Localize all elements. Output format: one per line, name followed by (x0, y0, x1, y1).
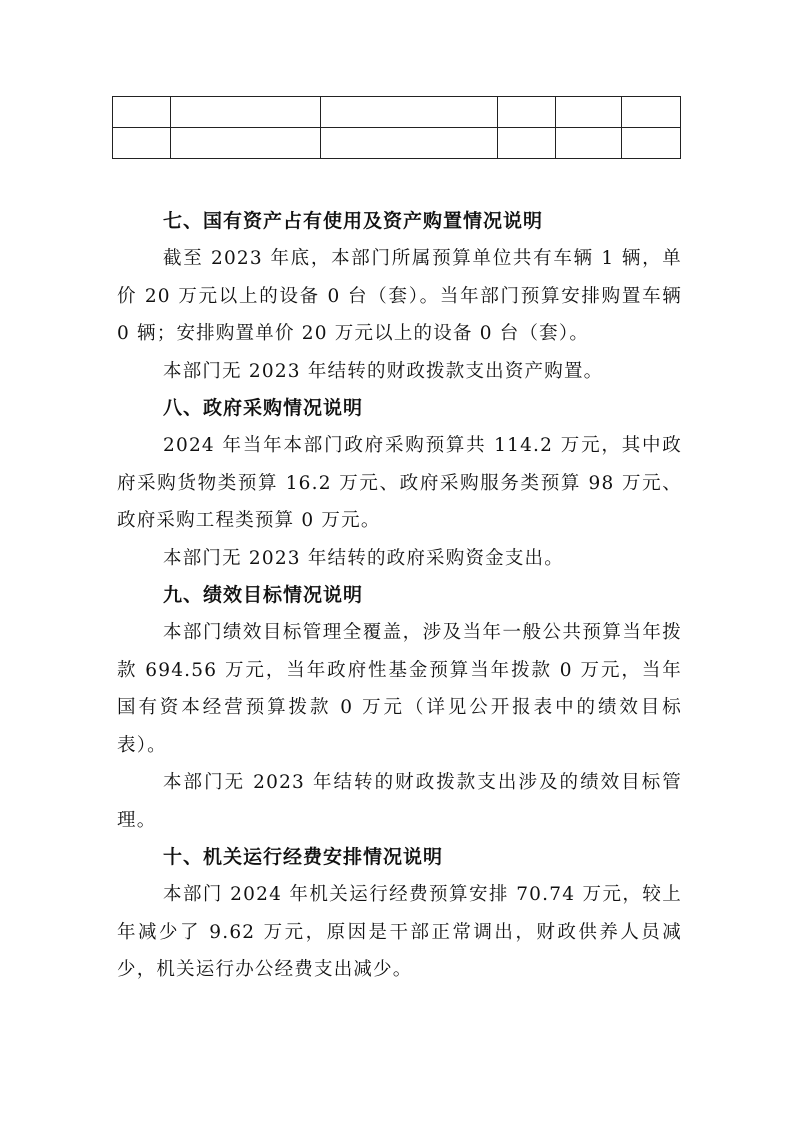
paragraph-procurement-1: 2024 年当年本部门政府采购预算共 114.2 万元，其中政府采购货物类预算 16.2 万元、政府采购服务类预算 98 万元、政府采购工程类预算 0 万元。 (117, 435, 682, 531)
paragraph-performance-1: 本部门绩效目标管理全覆盖，涉及当年一般公共预算当年拨款 694.56 万元，当年政府性基金预算当年拨款 0 万元，当年国有资本经营预算拨款 0 万元（详见公开报表中的绩效目标表）。 (117, 622, 682, 756)
section-heading-operating-funds: 十、机关运行经费安排情况说明 (163, 846, 444, 868)
table-cell (555, 128, 622, 159)
paragraph-performance-2: 本部门无 2023 年结转的财政拨款支出涉及的绩效目标管理。 (117, 772, 682, 831)
table-cell (622, 97, 681, 128)
table-cell (498, 97, 556, 128)
paragraph-assets-1: 截至 2023 年底，本部门所属预算单位共有车辆 1 辆，单价 20 万元以上的设备 0 台（套）。当年部门预算安排购置车辆 0 辆；安排购置单价 20 万元以上的设备 0 台（套）。 (117, 248, 682, 344)
paragraph-procurement-2: 本部门无 2023 年结转的政府采购资金支出。 (163, 547, 564, 569)
table-cell (622, 128, 681, 159)
table-cell (170, 97, 320, 128)
paragraph-assets-2: 本部门无 2023 年结转的财政拨款支出资产购置。 (163, 360, 604, 382)
section-heading-performance: 九、绩效目标情况说明 (163, 584, 364, 606)
paragraph-operating-funds-1: 本部门 2024 年机关运行经费预算安排 70.74 万元，较上年减少了 9.62 万元，原因是干部正常调出，财政供养人员减少，机关运行办公经费支出减少。 (117, 884, 682, 980)
table-cell (498, 128, 556, 159)
table-cell (170, 128, 320, 159)
table-cell (113, 97, 171, 128)
table-cell (320, 97, 498, 128)
table-cell (113, 128, 171, 159)
table-continuation (112, 96, 681, 159)
section-heading-procurement: 八、政府采购情况说明 (163, 397, 364, 419)
table-row (113, 97, 681, 128)
table-row (113, 128, 681, 159)
table-cell (555, 97, 622, 128)
document-body (117, 203, 682, 989)
section-heading-assets: 七、国有资产占有使用及资产购置情况说明 (163, 210, 544, 232)
table-cell (320, 128, 498, 159)
